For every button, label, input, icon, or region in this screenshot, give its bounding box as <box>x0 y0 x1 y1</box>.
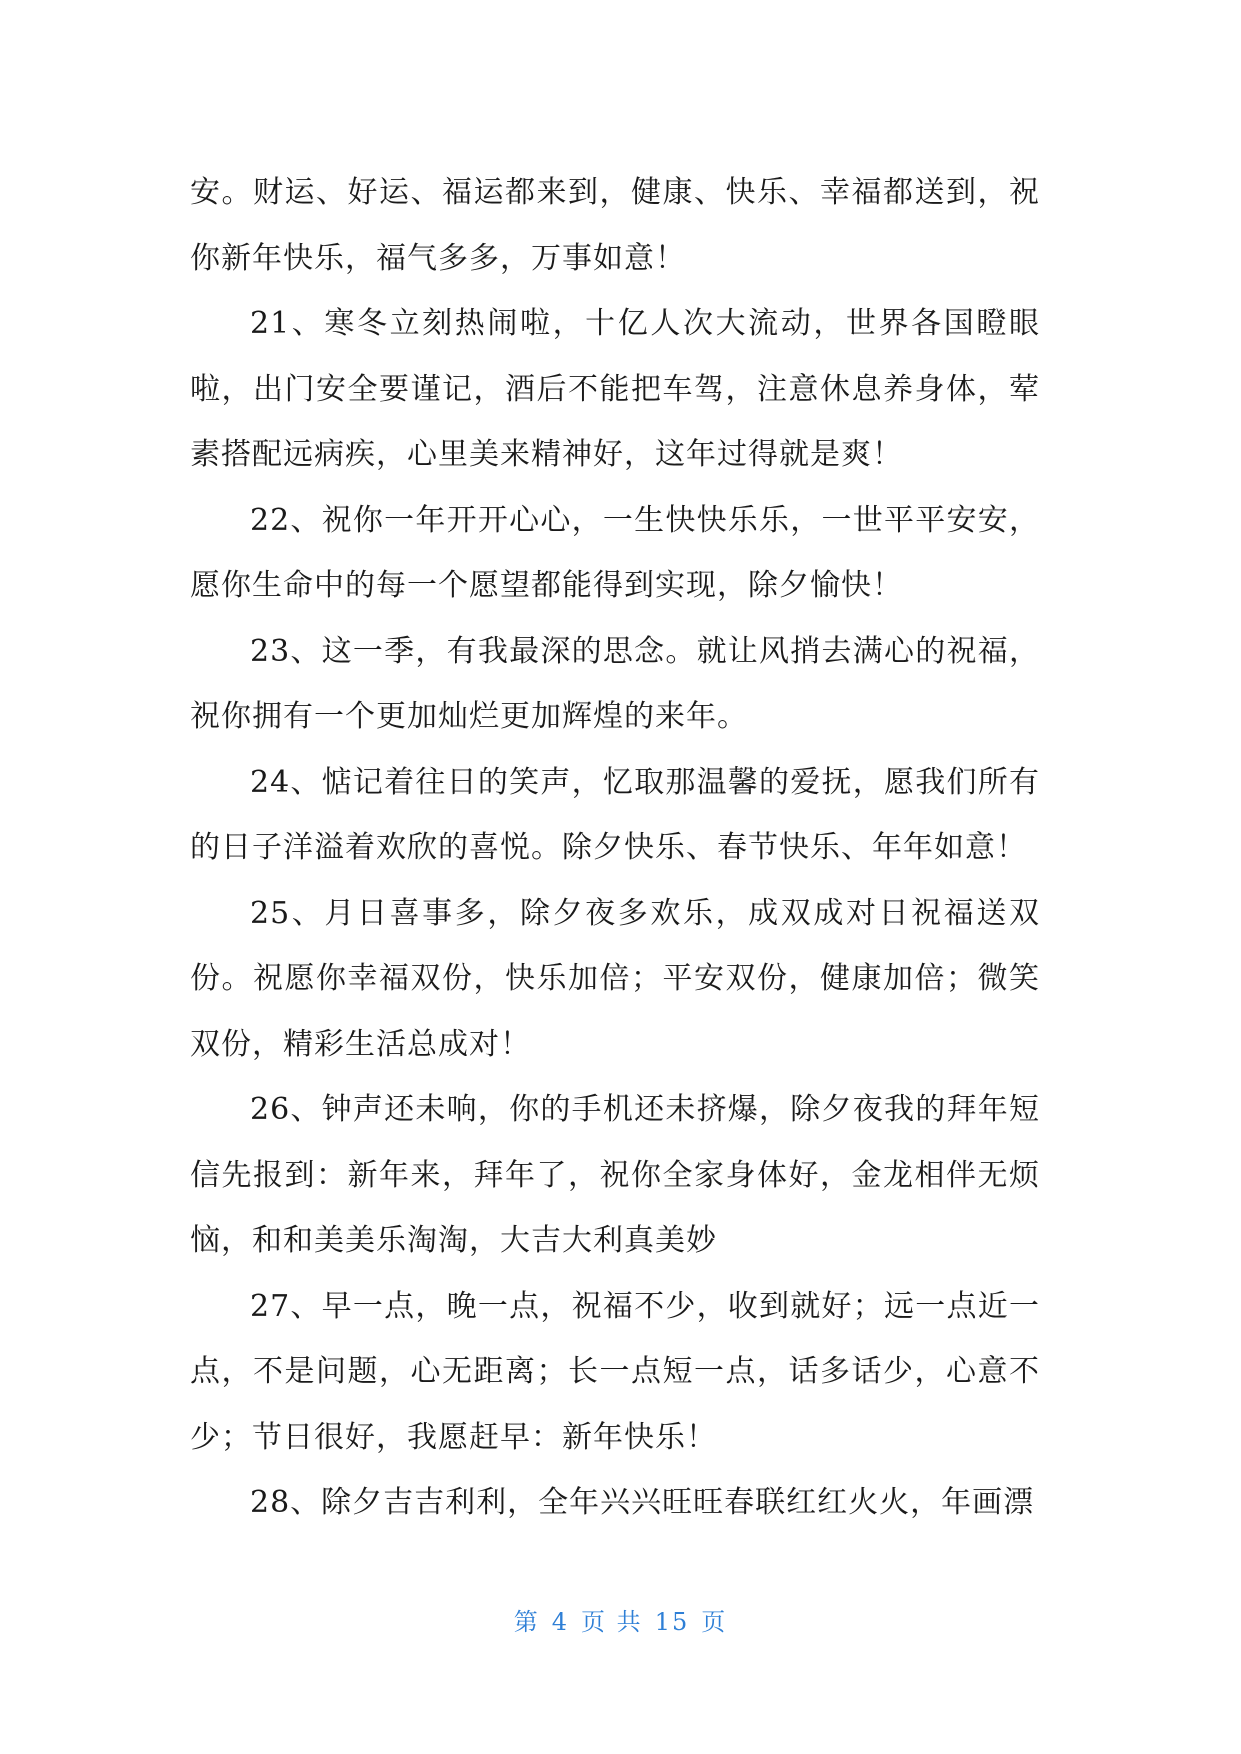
total-page-number: 15 <box>654 1608 690 1636</box>
paragraph: 27、早一点，晚一点，祝福不少，收到就好；远一点近一点，不是问题，心无距离；长一点短一点，话多话少，心意不少；节日很好，我愿赶早：新年快乐！ <box>190 1288 1040 1455</box>
paragraph: 24、惦记着往日的笑声，忆取那温馨的爱抚，愿我们所有的日子洋溢着欢欣的喜悦。除夕快乐、春节快乐、年年如意！ <box>190 764 1040 865</box>
paragraph: 安。财运、好运、福运都来到，健康、快乐、幸福都送到，祝你新年快乐，福气多多，万事如意！ <box>190 175 1040 276</box>
paragraph: 25、月日喜事多，除夕夜多欢乐，成双成对日祝福送双份。祝愿你幸福双份，快乐加倍；平安双份，健康加倍；微笑双份，精彩生活总成对！ <box>190 895 1040 1062</box>
paragraph: 26、钟声还未响，你的手机还未挤爆，除夕夜我的拜年短信先报到：新年来，拜年了，祝你全家身体好，金龙相伴无烦恼，和和美美乐淘淘，大吉大利真美妙 <box>190 1092 1040 1258</box>
page-footer <box>0 1602 1241 1637</box>
paragraph: 22、祝你一年开开心心，一生快快乐乐，一世平平安安，愿你生命中的每一个愿望都能得到实现，除夕愉快！ <box>190 502 1040 603</box>
document-body <box>190 160 1040 1536</box>
paragraph: 23、这一季，有我最深的思念。就让风捎去满心的祝福，祝你拥有一个更加灿烂更加辉煌的来年。 <box>190 633 1040 734</box>
current-page-number: 4 <box>551 1608 570 1636</box>
paragraph: 21、寒冬立刻热闹啦，十亿人次大流动，世界各国瞪眼啦，出门安全要谨记，酒后不能把车驾，注意休息养身体，荤素搭配远病疾，心里美来精神好，这年过得就是爽！ <box>190 306 1040 472</box>
footer-middle: 页 共 <box>581 1608 643 1636</box>
footer-prefix: 第 <box>513 1608 540 1636</box>
paragraph: 28、除夕吉吉利利，全年兴兴旺旺春联红红火火，年画漂 <box>250 1485 1035 1520</box>
footer-suffix: 页 <box>701 1608 728 1636</box>
